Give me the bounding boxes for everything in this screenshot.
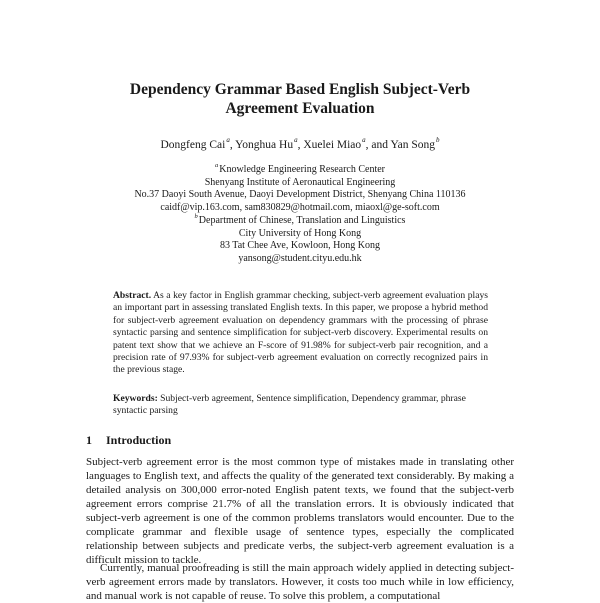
affiliation-line [60,160,540,177]
author-name: Xuelei Miao [303,139,362,151]
section-heading [86,433,171,448]
keywords-label: Keywords: [113,393,158,404]
affiliation-emails: yansong@student.cityu.edu.hk [238,252,362,264]
affiliation-line: 83 Tat Chee Ave, Kowloon, Hong Kong [219,240,381,252]
keywords [113,393,488,418]
abstract [113,290,488,377]
author-separator: , [229,139,236,151]
abstract-label: Abstract. [113,290,152,301]
affiliation-a [60,160,540,214]
author-list [60,133,540,152]
affiliation-b [60,211,540,265]
affiliation-line [60,211,540,228]
body-paragraph-1: Subject-verb agreement error is the most common type of mistakes made in translating other languages to English text, and affects the quality of the generated text considerably. By making a detailed analysis on 300,000 error-noted English patent texts, we found that the subject-verb agreement errors comprise 21.7% of all the translation errors. It is obviously indicated that subject-verb agreement is one of the common problems translators would encounter. Due to the complicate grammar and flexible usage of sentence types, especially the complicated relationship between subjects and predicate verbs, the subject-verb agreement evaluation is a difficult mission to tackle. [86,456,514,566]
author-separator: , [297,139,304,151]
author-name: Yan Song [390,139,436,151]
affiliation-org: Knowledge Engineering Research Center [219,164,386,175]
section-title: Introduction [106,433,172,447]
title-line-2: Agreement Evaluation [225,100,375,117]
abstract-text: As a key factor in English grammar checking, subject-verb agreement evaluation plays an important part in assessing translated English texts. In this paper, we propose a hybrid method for subject-verb agreement evaluation on dependency grammars with the processing of phrase syntactic parsing and sentence simplification for subject-verb discovery. Experimental results on patent text show that we achieve an F-score of 91.98% for subject-verb pair recognition, and a precision rate of 97.93% for subject-verb agreement evaluation on correctly recognized pairs in the previous stage. [113,290,488,376]
title-line-1: Dependency Grammar Based English Subject-Verb [129,81,471,98]
affiliation-line: Shenyang Institute of Aeronautical Engineering [204,176,396,188]
author-affil-mark: b [436,136,440,144]
affiliation-org: Department of Chinese, Translation and Linguistics [198,215,406,226]
author-separator: , and [365,139,391,151]
affiliation-line: City University of Hong Kong [238,227,362,239]
author-affil-mark: a [294,136,298,144]
affiliation-emails: caidf@vip.163.com, sam830829@hotmail.com, miaoxl@ge-soft.com [160,201,440,213]
body-paragraph-2: Currently, manual proofreading is still the main approach widely applied in detecting subject-verb agreement errors made by translators. However, it costs too much while in low efficiency, and manual work is not capable of reuse. To solve this problem, a computational [86,562,514,602]
paper-title [60,80,540,118]
affiliation-mark: b [194,213,198,220]
keywords-text: Subject-verb agreement, Sentence simplification, Dependency grammar, phrase syntactic parsing [113,393,466,417]
affiliation-mark: a [214,162,219,169]
section-number: 1 [86,433,92,447]
author-affil-mark: a [226,136,230,144]
author-name: Yonghua Hu [235,139,294,151]
author-affil-mark: a [362,136,366,144]
affiliation-line: No.37 Daoyi South Avenue, Daoyi Development District, Shenyang China 110136 [134,189,466,201]
author-name: Dongfeng Cai [160,139,226,151]
